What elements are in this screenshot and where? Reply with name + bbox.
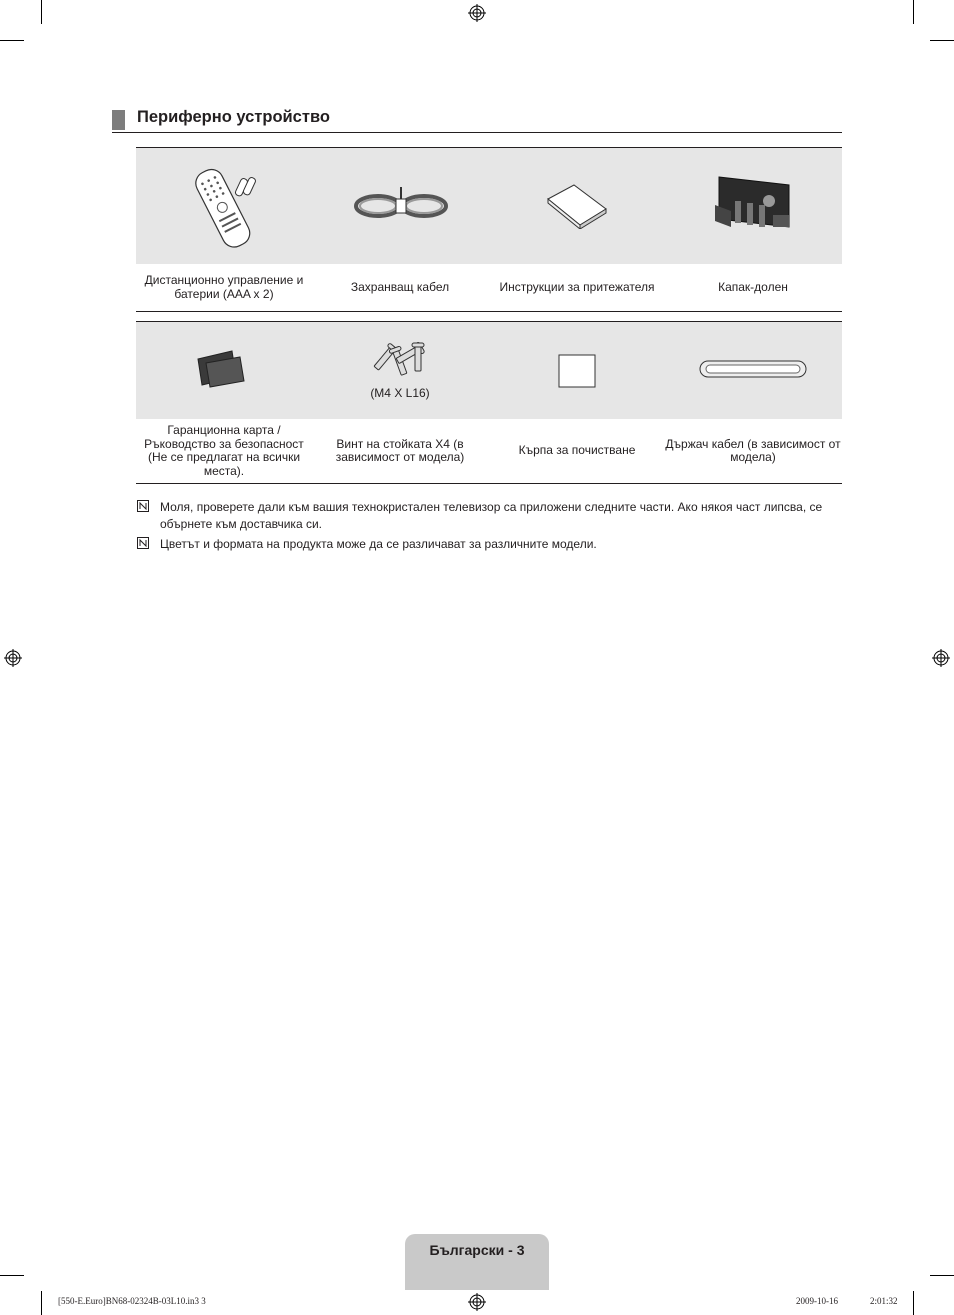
- registration-mark-icon: [468, 1293, 486, 1311]
- note-text: Моля, проверете дали към вашия технокристален телевизор са приложени следните части. Ако някоя част липсва, се обърнете към доставчика си.: [160, 500, 823, 531]
- note-icon: [137, 537, 149, 549]
- crop-mark: [41, 1291, 42, 1315]
- cloth-icon: [557, 353, 597, 389]
- power-cord-icon: [354, 187, 448, 225]
- item-label: Захранващ кабел: [350, 279, 450, 294]
- item-label: Държач кабел (в зависимост от модела): [665, 436, 841, 464]
- crop-mark: [930, 40, 954, 41]
- bottom-cover-icon: [711, 175, 793, 235]
- screw-size-label: (M4 X L16): [370, 386, 430, 401]
- item-label: Гаранционна карта / Ръководство за безопасност (Не се предлагат на всички места).: [144, 423, 304, 478]
- print-file-info: [550-E.Euro]BN68-02324B-03L10.in3 3: [58, 1296, 206, 1306]
- note-icon: [137, 500, 149, 512]
- page-title: Периферно устройство: [137, 108, 330, 126]
- registration-mark-icon: [468, 4, 486, 22]
- section-header: [112, 108, 842, 133]
- registration-mark-icon: [932, 649, 950, 667]
- crop-mark: [913, 0, 914, 24]
- crop-mark: [913, 1291, 914, 1315]
- manual-icon: [546, 183, 608, 229]
- note-text: Цветът и формата на продукта може да се различават за различните модели.: [160, 537, 597, 551]
- print-date: 2009-10-16: [796, 1296, 838, 1306]
- item-label: Винт на стойката X4 (в зависимост от модела): [335, 436, 465, 464]
- label-row: [136, 264, 842, 312]
- item-label: Дистанционно управление и батерии (AAA x 2): [144, 273, 304, 301]
- remote-icon: [180, 164, 270, 248]
- item-label: Кърпа за почистване: [518, 443, 636, 458]
- item-label: Инструкции за притежателя: [499, 279, 655, 294]
- crop-mark: [41, 0, 42, 24]
- crop-mark: [930, 1275, 954, 1276]
- cable-holder-icon: [698, 357, 808, 381]
- crop-mark: [0, 1275, 24, 1276]
- label-row: [136, 419, 842, 484]
- print-time: 2:01:32: [870, 1296, 898, 1306]
- section-bar: [112, 110, 125, 130]
- page-number: Български - 3: [429, 1242, 525, 1258]
- registration-mark-icon: [4, 649, 22, 667]
- item-label: Капак-долен: [718, 279, 788, 294]
- page-number-tab: [405, 1234, 549, 1290]
- warranty-card-icon: [196, 349, 246, 389]
- screws-icon: [372, 341, 430, 381]
- crop-mark: [0, 40, 24, 41]
